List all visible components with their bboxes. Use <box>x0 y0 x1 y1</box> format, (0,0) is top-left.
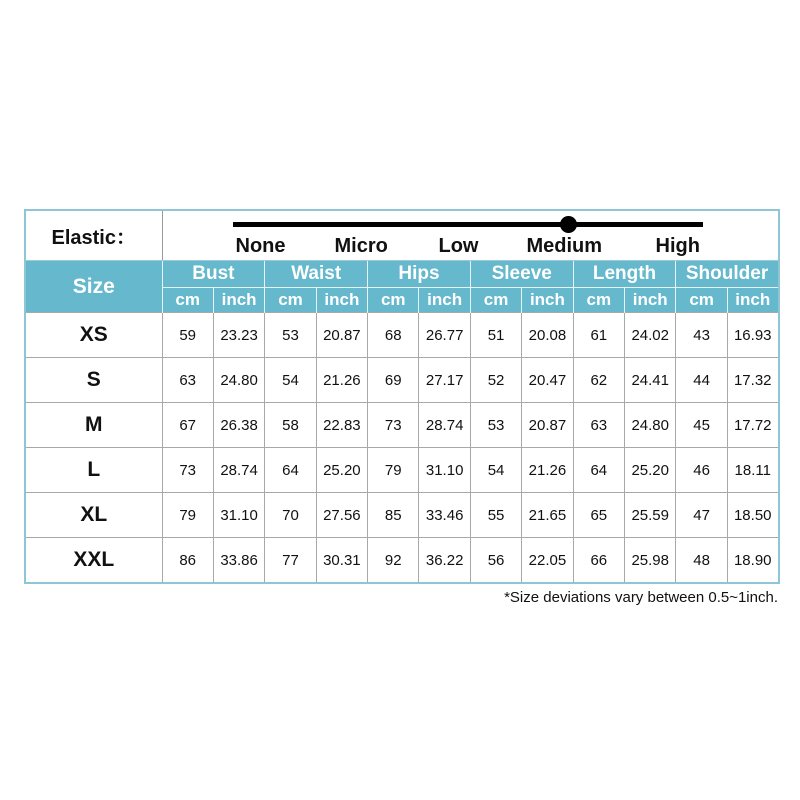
measurement-cell: 53 <box>470 403 521 448</box>
measurement-cell: 73 <box>368 403 419 448</box>
measurement-cell: 73 <box>162 448 213 493</box>
size-deviation-note: *Size deviations vary between 0.5~1inch. <box>504 589 778 606</box>
measurement-cell: 55 <box>470 493 521 538</box>
size-cell: XXL <box>25 538 162 584</box>
measurement-cell: 30.31 <box>316 538 367 584</box>
measurement-cell: 25.98 <box>625 538 676 584</box>
measurement-cell: 31.10 <box>213 493 264 538</box>
elasticity-scale <box>162 210 779 261</box>
measurement-cell: 56 <box>470 538 521 584</box>
measurement-cell: 79 <box>368 448 419 493</box>
measurement-cell: 22.83 <box>316 403 367 448</box>
measurement-cell: 27.56 <box>316 493 367 538</box>
unit-inch: inch <box>419 288 470 313</box>
elastic-row <box>25 210 779 261</box>
measurement-cell: 33.86 <box>213 538 264 584</box>
measurement-cell: 86 <box>162 538 213 584</box>
size-cell: L <box>25 448 162 493</box>
header-size: Size <box>25 261 162 313</box>
measurement-cell: 54 <box>265 358 316 403</box>
measurement-cell: 20.87 <box>522 403 573 448</box>
measurement-cell: 20.47 <box>522 358 573 403</box>
measurement-cell: 67 <box>162 403 213 448</box>
header-waist: Waist <box>265 261 368 288</box>
level-low: Low <box>438 235 479 257</box>
measurement-cell: 21.26 <box>522 448 573 493</box>
scale-bar <box>233 222 703 227</box>
unit-cm: cm <box>162 288 213 313</box>
measurement-cell: 27.17 <box>419 358 470 403</box>
unit-cm: cm <box>470 288 521 313</box>
measurement-cell: 58 <box>265 403 316 448</box>
measurement-cell: 26.38 <box>213 403 264 448</box>
measurement-cell: 24.41 <box>625 358 676 403</box>
scale-marker-medium <box>560 216 577 233</box>
elastic-label: Elastic： <box>25 210 162 261</box>
measurement-cell: 79 <box>162 493 213 538</box>
table-row <box>25 493 779 538</box>
measurement-cell: 53 <box>265 313 316 358</box>
measurement-cell: 16.93 <box>727 313 778 358</box>
measurement-cell: 63 <box>573 403 624 448</box>
unit-inch: inch <box>727 288 778 313</box>
measurement-cell: 17.72 <box>727 403 778 448</box>
measurement-cell: 69 <box>368 358 419 403</box>
measurement-cell: 63 <box>162 358 213 403</box>
measurement-cell: 33.46 <box>419 493 470 538</box>
unit-inch: inch <box>316 288 367 313</box>
header-sleeve: Sleeve <box>470 261 573 288</box>
unit-inch: inch <box>522 288 573 313</box>
level-none: None <box>235 235 286 257</box>
measurement-cell: 70 <box>265 493 316 538</box>
table-row <box>25 358 779 403</box>
measurement-cell: 20.08 <box>522 313 573 358</box>
unit-cm: cm <box>573 288 624 313</box>
measurement-cell: 85 <box>368 493 419 538</box>
header-bust: Bust <box>162 261 265 288</box>
size-cell: M <box>25 403 162 448</box>
measurement-cell: 61 <box>573 313 624 358</box>
measurement-cell: 25.20 <box>625 448 676 493</box>
measurement-cell: 20.87 <box>316 313 367 358</box>
unit-inch: inch <box>213 288 264 313</box>
measurement-cell: 77 <box>265 538 316 584</box>
measurement-cell: 25.20 <box>316 448 367 493</box>
table-row <box>25 448 779 493</box>
measurement-cell: 46 <box>676 448 727 493</box>
measurement-cell: 48 <box>676 538 727 584</box>
measurement-cell: 28.74 <box>213 448 264 493</box>
header-length: Length <box>573 261 676 288</box>
level-micro: Micro <box>334 235 388 257</box>
measurement-cell: 45 <box>676 403 727 448</box>
measurement-cell: 21.26 <box>316 358 367 403</box>
measurement-cell: 24.80 <box>213 358 264 403</box>
size-rows <box>25 313 779 584</box>
measurement-cell: 28.74 <box>419 403 470 448</box>
size-cell: XL <box>25 493 162 538</box>
measurement-cell: 24.02 <box>625 313 676 358</box>
table-row <box>25 403 779 448</box>
measurement-cell: 21.65 <box>522 493 573 538</box>
table-row <box>25 538 779 584</box>
measurement-cell: 52 <box>470 358 521 403</box>
measurement-cell: 66 <box>573 538 624 584</box>
measurement-cell: 31.10 <box>419 448 470 493</box>
measurement-cell: 18.90 <box>727 538 778 584</box>
size-table <box>24 209 780 584</box>
header-shoulder: Shoulder <box>676 261 779 288</box>
size-cell: XS <box>25 313 162 358</box>
measurement-cell: 62 <box>573 358 624 403</box>
measurement-cell: 64 <box>265 448 316 493</box>
measurement-cell: 64 <box>573 448 624 493</box>
measurement-cell: 59 <box>162 313 213 358</box>
header-hips: Hips <box>368 261 471 288</box>
unit-cm: cm <box>265 288 316 313</box>
measurement-cell: 18.50 <box>727 493 778 538</box>
measurement-cell: 24.80 <box>625 403 676 448</box>
measurement-cell: 25.59 <box>625 493 676 538</box>
measurement-cell: 17.32 <box>727 358 778 403</box>
size-cell: S <box>25 358 162 403</box>
table-row <box>25 313 779 358</box>
measurement-cell: 68 <box>368 313 419 358</box>
measurement-cell: 65 <box>573 493 624 538</box>
unit-cm: cm <box>368 288 419 313</box>
measurement-cell: 92 <box>368 538 419 584</box>
measurement-cell: 43 <box>676 313 727 358</box>
header-group-row <box>25 261 779 288</box>
measurement-cell: 44 <box>676 358 727 403</box>
level-high: High <box>655 235 700 257</box>
measurement-cell: 54 <box>470 448 521 493</box>
measurement-cell: 26.77 <box>419 313 470 358</box>
size-chart <box>24 209 778 606</box>
level-medium: Medium <box>526 235 603 257</box>
measurement-cell: 23.23 <box>213 313 264 358</box>
measurement-cell: 22.05 <box>522 538 573 584</box>
unit-cm: cm <box>676 288 727 313</box>
measurement-cell: 47 <box>676 493 727 538</box>
measurement-cell: 51 <box>470 313 521 358</box>
measurement-cell: 18.11 <box>727 448 778 493</box>
unit-inch: inch <box>625 288 676 313</box>
measurement-cell: 36.22 <box>419 538 470 584</box>
